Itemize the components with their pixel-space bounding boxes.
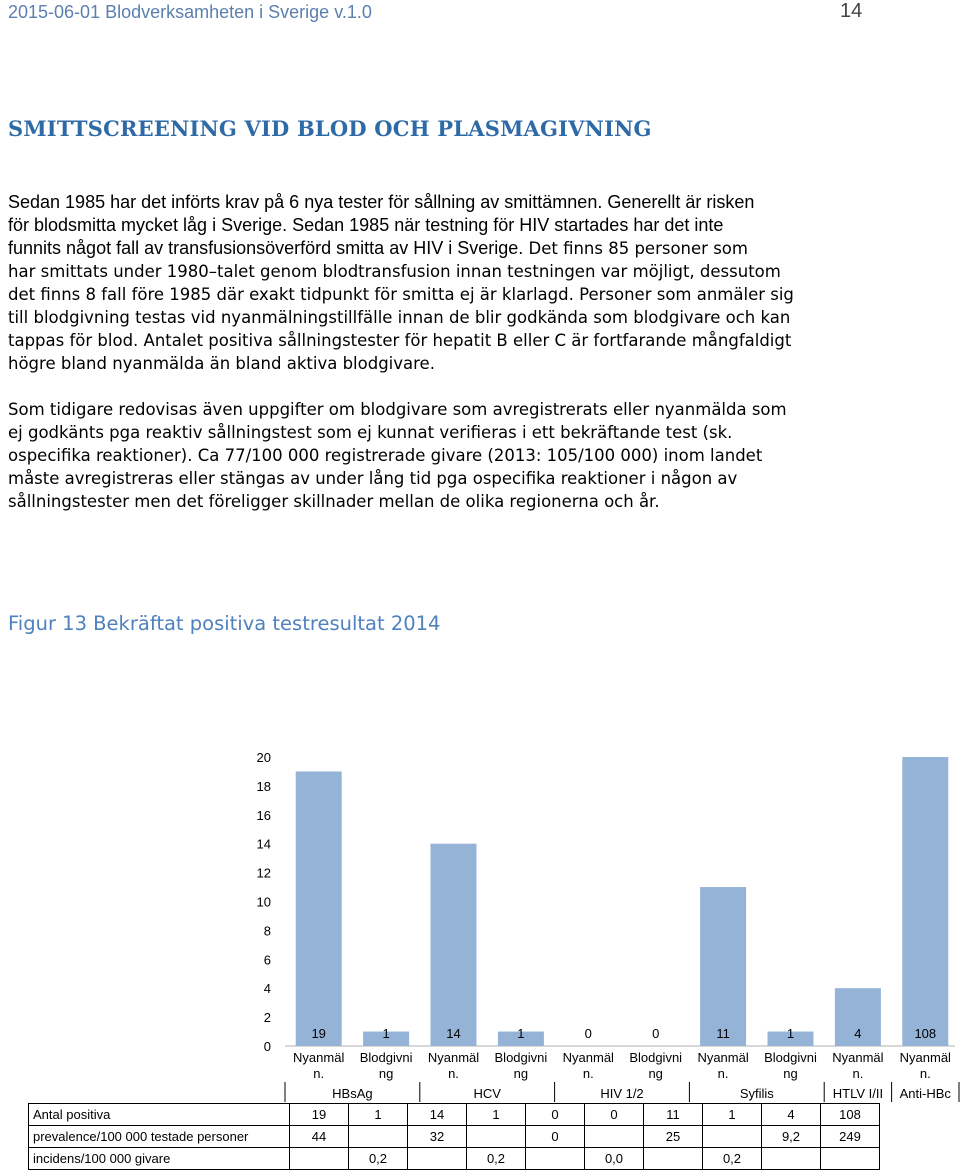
row-label: prevalence/100 000 testade personer: [29, 1126, 290, 1148]
x-tick-label: n.: [448, 1066, 459, 1081]
data-table: [28, 1103, 880, 1170]
paragraph-span: funnits något fall av transfusionsöverförd smitta av HIV i Sverige.: [8, 238, 524, 258]
data-label: 0: [584, 1026, 592, 1041]
table-cell: 0,0: [585, 1148, 644, 1170]
x-tick-label: n.: [919, 1066, 931, 1081]
table-cell: 249: [821, 1126, 880, 1148]
data-label: 1: [517, 1026, 525, 1041]
x-tick-label: Nyanmäl: [293, 1050, 345, 1065]
x-tick-label: n.: [852, 1066, 864, 1081]
x-tick-label: ng: [378, 1066, 394, 1081]
y-tick-label: 20: [256, 750, 271, 765]
x-tick-label: Blodgivni: [629, 1050, 683, 1065]
table-cell: 0: [585, 1104, 644, 1126]
table-cell: [644, 1148, 703, 1170]
table-cell: [467, 1126, 526, 1148]
bar: [902, 757, 948, 1046]
x-tick-label: Nyanmäl: [899, 1050, 951, 1065]
group-label: HCV: [473, 1086, 501, 1101]
group-label: HIV 1/2: [600, 1086, 644, 1101]
page-number: 14: [840, 0, 863, 22]
table-cell: 44: [290, 1126, 349, 1148]
y-tick-label: 16: [256, 807, 271, 823]
y-tick-label: 14: [256, 836, 271, 852]
row-label: incidens/100 000 givare: [29, 1148, 290, 1170]
x-tick-label: Blodgivni: [359, 1050, 413, 1065]
table-row: [29, 1104, 880, 1126]
x-tick-label: Nyanmäl: [427, 1050, 480, 1065]
paragraph-span: Det finns 85 personer som: [523, 239, 748, 258]
x-tick-label: Blodgivni: [494, 1050, 548, 1065]
y-tick-label: 12: [256, 865, 271, 881]
paragraph-line: ospecifika reaktioner). Ca 77/100 000 registrerade givare (2013: 105/100 000) inom landet: [8, 446, 763, 465]
table-cell: 1: [467, 1104, 526, 1126]
paragraph-line: sållningstester men det föreligger skillnader mellan de olika regionerna och år.: [8, 492, 660, 511]
group-label: HTLV I/II: [832, 1086, 884, 1101]
header-title: 2015-06-01 Blodverksamheten i Sverige v.1.0: [8, 2, 372, 22]
y-tick-label: 18: [256, 778, 271, 794]
bar-chart: [0, 740, 960, 1102]
group-label: HBsAg: [332, 1086, 373, 1101]
section-title: SMITTSCREENING VID BLOD OCH PLASMAGIVNING: [8, 116, 652, 141]
paragraph-line: högre bland nyanmälda än bland aktiva blodgivare.: [8, 354, 435, 373]
data-label: 1: [786, 1026, 795, 1041]
x-tick-label: ng: [648, 1066, 663, 1081]
data-label: 1: [382, 1026, 390, 1041]
row-label: Antal positiva: [29, 1104, 290, 1126]
x-tick-label: n.: [313, 1066, 325, 1081]
page-header: [8, 0, 958, 30]
paragraph-line: måste avregistreras eller stängas av under lång tid pga ospecifika reaktioner i någon av: [8, 469, 738, 488]
y-tick-label: 8: [263, 923, 271, 939]
data-label: 4: [854, 1026, 862, 1041]
table-cell: 14: [408, 1104, 467, 1126]
table-cell: [408, 1148, 467, 1170]
x-tick-label: n.: [717, 1066, 729, 1081]
paragraph-line: det finns 8 fall före 1985 där exakt tidpunkt för smitta ej är klarlagd. Personer som anmäler sig: [8, 285, 794, 304]
data-label: 0: [652, 1026, 660, 1041]
paragraph-line: [8, 237, 952, 260]
bar: [431, 844, 477, 1046]
table-cell: 0,2: [467, 1148, 526, 1170]
table-cell: [526, 1148, 585, 1170]
paragraph-line: för blodsmitta mycket låg i Sverige. Sedan 1985 när testning för HIV startades har det inte: [8, 215, 724, 235]
paragraph-2: [8, 398, 952, 513]
table-cell: 9,2: [762, 1126, 821, 1148]
paragraph-line: till blodgivning testas vid nyanmälningstillfälle innan de blir godkända som blodgivare och kan: [8, 308, 791, 327]
data-label: 108: [914, 1026, 937, 1041]
paragraph-line: ej godkänts pga reaktiv sållningstest som ej kunnat verifieras i ett bekräftande test (sk.: [8, 423, 733, 442]
table-cell: 4: [762, 1104, 821, 1126]
x-tick-label: ng: [513, 1066, 529, 1081]
paragraph-line: Sedan 1985 har det införts krav på 6 nya tester för sållning av smittämnen. Generellt är risken: [8, 192, 755, 212]
bar: [700, 887, 746, 1046]
table-cell: 19: [290, 1104, 349, 1126]
x-tick-label: Nyanmäl: [697, 1050, 749, 1065]
figure-caption: Figur 13 Bekräftat positiva testresultat 2014: [8, 612, 441, 635]
y-tick-label: 0: [263, 1039, 271, 1054]
paragraph-line: Som tidigare redovisas även uppgifter om blodgivare som avregistrerats eller nyanmälda som: [8, 400, 787, 419]
table-row: [29, 1126, 880, 1148]
table-cell: 1: [349, 1104, 408, 1126]
data-label: 11: [716, 1026, 730, 1041]
table-cell: 25: [644, 1126, 703, 1148]
paragraph-line: har smittats under 1980–talet genom blodtransfusion innan testningen var möjligt, dessutom: [8, 262, 781, 281]
data-label: 14: [446, 1026, 461, 1041]
y-tick-label: 4: [263, 981, 271, 997]
table-cell: 0,2: [349, 1148, 408, 1170]
y-tick-label: 6: [263, 952, 271, 968]
paragraph-line: tappas för blod. Antalet positiva sållningstester för hepatit B eller C är fortfarande mångfaldigt: [8, 331, 792, 350]
bar: [296, 771, 342, 1046]
table-cell: 1: [703, 1104, 762, 1126]
y-tick-label: 10: [256, 894, 271, 910]
table-cell: 32: [408, 1126, 467, 1148]
table-cell: 11: [644, 1104, 703, 1126]
group-label: Syfilis: [739, 1086, 774, 1101]
table-cell: 0,2: [703, 1148, 762, 1170]
table-cell: [703, 1126, 762, 1148]
group-label: Anti-HBc: [899, 1086, 951, 1101]
table-cell: [585, 1126, 644, 1148]
x-tick-label: Nyanmäl: [832, 1050, 884, 1065]
table-row: [29, 1148, 880, 1170]
data-label: 19: [311, 1026, 326, 1041]
table-cell: [349, 1126, 408, 1148]
x-tick-label: n.: [582, 1066, 594, 1081]
table-cell: 0: [526, 1126, 585, 1148]
x-tick-label: Blodgivni: [764, 1050, 817, 1065]
y-tick-label: 2: [263, 1010, 271, 1026]
x-tick-label: ng: [783, 1066, 798, 1081]
table-cell: 0: [526, 1104, 585, 1126]
table-cell: [762, 1148, 821, 1170]
x-tick-label: Nyanmäl: [562, 1050, 614, 1065]
table-cell: [290, 1148, 349, 1170]
table-cell: 108: [821, 1104, 880, 1126]
paragraph-1: [8, 191, 952, 375]
table-cell: [821, 1148, 880, 1170]
